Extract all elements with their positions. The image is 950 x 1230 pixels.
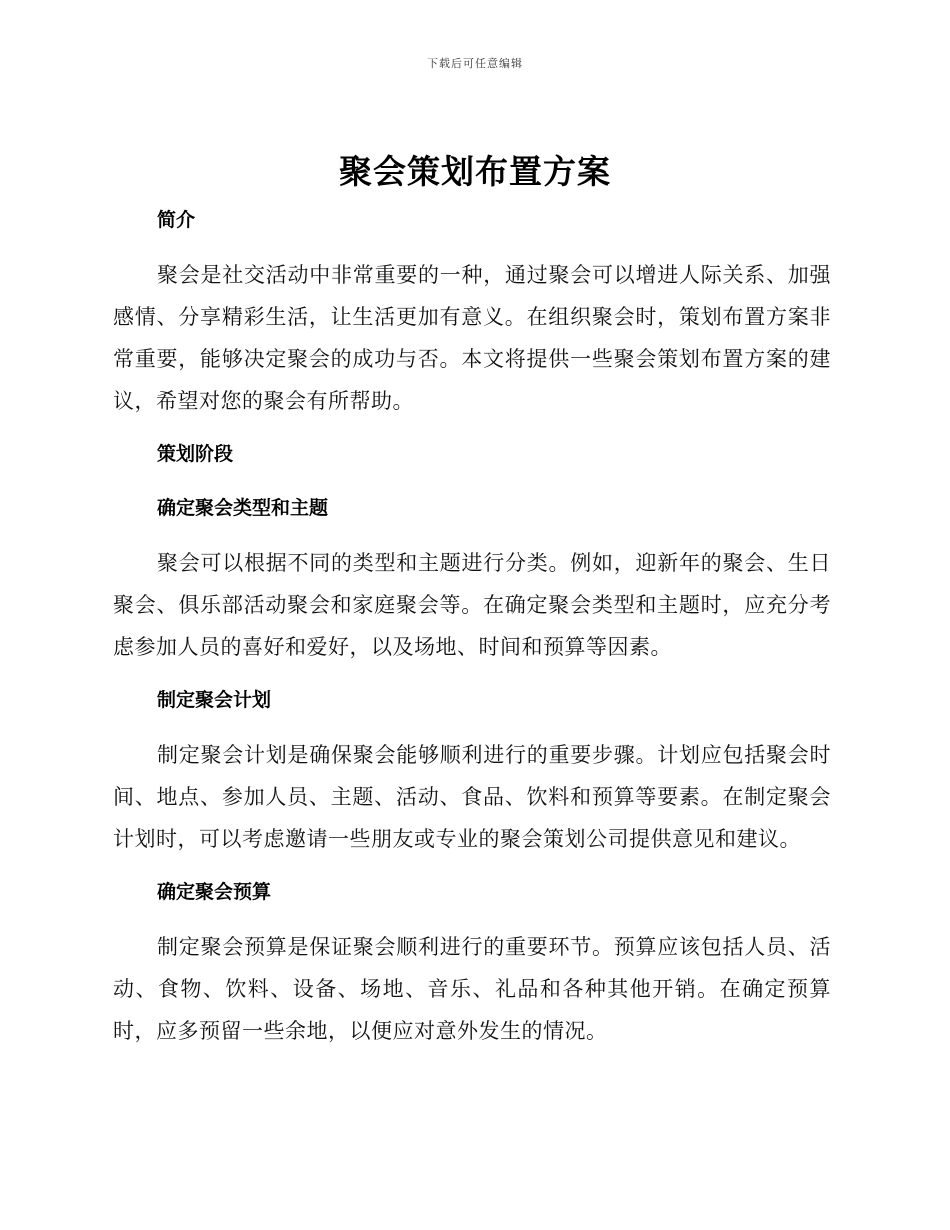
section-paragraph-type-theme: 聚会可以根据不同的类型和主题进行分类。例如，迎新年的聚会、生日聚会、俱乐部活动聚会和家庭聚会等。在确定聚会类型和主题时，应充分考虑参加人员的喜好和爱好，以及场地、时间和预算等因素。 (113, 551, 831, 659)
section-paragraph-plan: 制定聚会计划是确保聚会能够顺利进行的重要步骤。计划应包括聚会时间、地点、参加人员、主题、活动、食品、饮料和预算等要素。在制定聚会计划时，可以考虑邀请一些朋友或专业的聚会策划公司提供意见和建议。 (113, 743, 831, 851)
section-heading-intro: 简介 (157, 209, 196, 231)
header-note: 下载后可任意编辑 (427, 57, 523, 70)
document-body (113, 198, 831, 1052)
section-paragraph-intro: 聚会是社交活动中非常重要的一种，通过聚会可以增进人际关系、加强感情、分享精彩生活，让生活更加有意义。在组织聚会时，策划布置方案非常重要，能够决定聚会的成功与否。本文将提供一些聚会策划布置方案的建议，希望对您的聚会有所帮助。 (113, 263, 831, 413)
section-heading-plan: 制定聚会计划 (157, 689, 272, 711)
section-paragraph-budget: 制定聚会预算是保证聚会顺利进行的重要环节。预算应该包括人员、活动、食物、饮料、设备、场地、音乐、礼品和各种其他开销。在确定预算时，应多预留一些余地，以便应对意外发生的情况。 (113, 935, 831, 1043)
document-title: 聚会策划布置方案 (339, 152, 611, 191)
section-heading-budget: 确定聚会预算 (157, 881, 272, 903)
section-heading-planning-stage: 策划阶段 (157, 443, 234, 465)
section-heading-type-theme: 确定聚会类型和主题 (157, 497, 329, 519)
